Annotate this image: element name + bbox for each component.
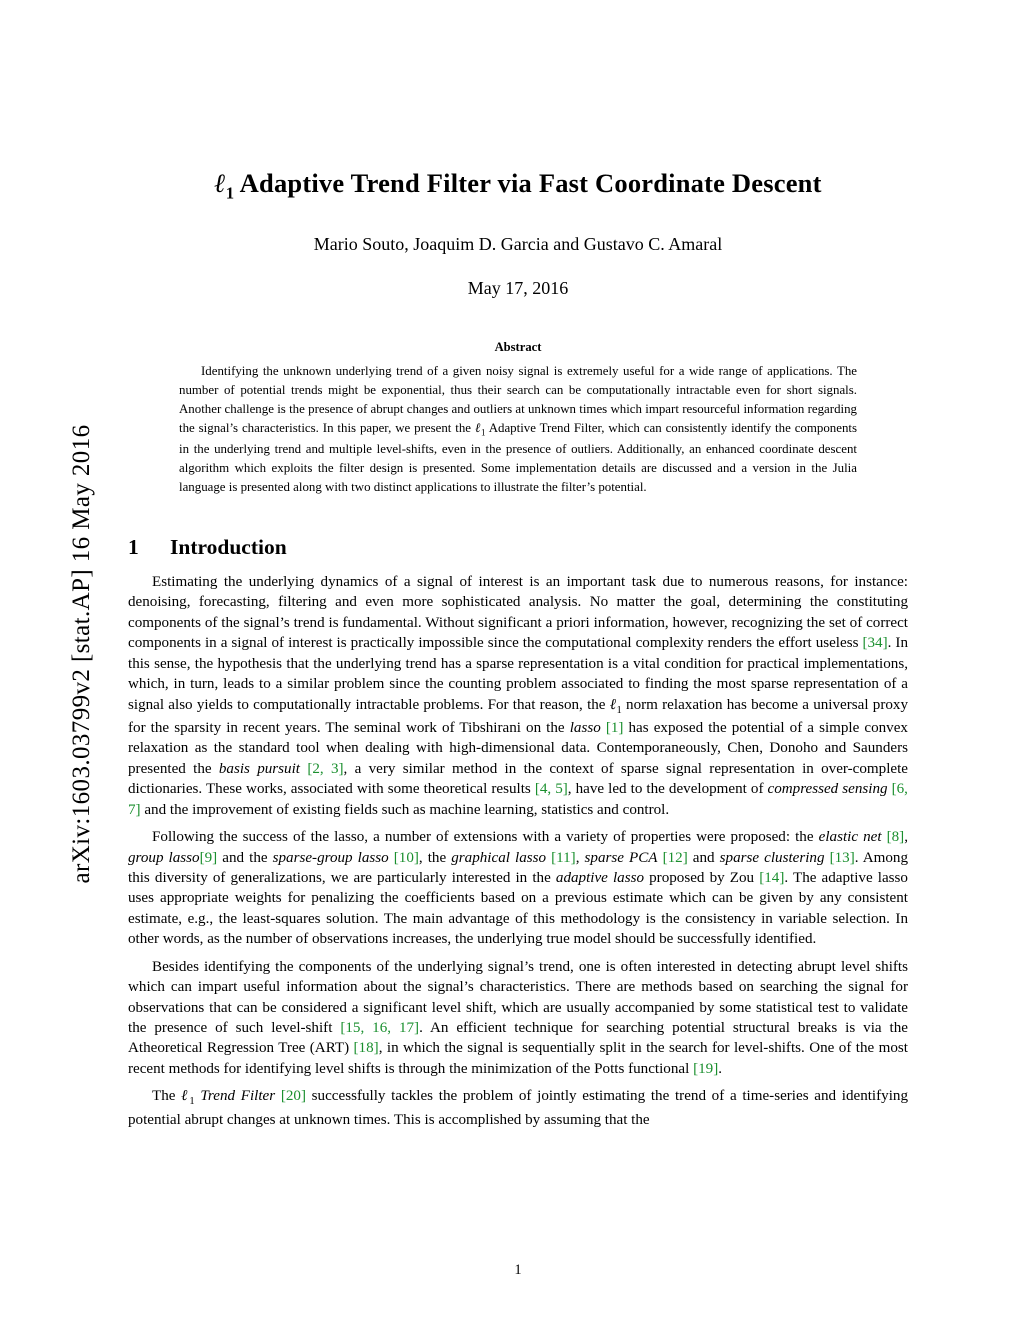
title-ell-symbol: ℓ [214,168,226,198]
citation-20[interactable]: [20] [280,1088,306,1105]
citation-1[interactable]: [1] [605,719,624,736]
page-number: 1 [514,1262,522,1278]
citation-12[interactable]: [12] [662,849,688,866]
citation-10[interactable]: [10] [393,849,419,866]
publication-date: May 17, 2016 [467,278,569,299]
title-subscript: 1 [225,183,235,203]
section-title: Introduction [170,534,287,559]
paragraph-2: Following the success of the lasso, a number of extensions with a variety of properties were proposed: the elastic net [8], group lasso[9] and the sparse-group lasso [10], the graphical lasso [11], sparse PCA [12] and sparse clustering [13]. Among this diversity of generalizations, we are particularly interested in the adaptive lasso proposed by Zou [14]. The adaptive lasso uses appropriate weights for penalizing the coefficients based on a previous estimate which can be given by any consistent estimate, e.g., the least-squares solution. The main advantage of this methodology is the consistency in variable selection. In other words, as the number of observations increases, the underlying true model should be successfully identified. [128,829,909,948]
paragraph-4: The ℓ$_1$ Trend Filter [20] successfully tackles the problem of jointly estimating the trend of a time-series and identifying potential abrupt changes at unknown times. This is accomplished by assuming that the [128,1088,908,1128]
citation-13[interactable]: [13] [829,849,855,866]
citation-19[interactable]: [19] [693,1060,719,1077]
section-heading-introduction [128,535,908,560]
citation-34[interactable]: [34] [862,635,888,652]
abstract-section [179,340,857,497]
section-number: 1 [128,534,139,559]
citation-9[interactable]: [9] [199,849,218,866]
abstract-heading: Abstract [494,340,542,355]
citation-14[interactable]: [14] [759,869,785,886]
citation-18[interactable]: [18] [353,1040,379,1057]
paper-page [128,0,908,1325]
title-rest: Adaptive Trend Filter via Fast Coordinate Descent [234,168,822,198]
citation-6-7[interactable]: [6, 7] [128,781,908,818]
arxiv-identifier-stamp: arXiv:1603.03799v2 [stat.AP] 16 May 2016 [68,424,95,884]
citation-8[interactable]: [8] [886,829,905,846]
page-title [128,0,908,203]
paragraph-3: Besides identifying the components of the underlying signal’s trend, one is often interested in detecting abrupt level shifts which can impart useful information about the signal’s characteristics. There are methods based on searching the signal for observations that can be considered a significant level shift, which are usually accompanied by some statistical test to validate the presence of such level-shift [15, 16, 17]. An efficient technique for searching potential structural breaks is via the Atheoretical Regression Tree (ART) [18], in which the signal is sequentially split in the search for level-shifts. One of the most recent methods for identifying level shifts is through the minimization of the Potts functional [19]. [128,958,909,1077]
citation-4-5[interactable]: [4, 5] [534,781,568,798]
citation-2-3[interactable]: [2, 3] [307,760,344,777]
citation-15-16-17[interactable]: [15, 16, 17] [340,1020,420,1037]
paragraph-1: Estimating the underlying dynamics of a signal of interest is an important task due to numerous reasons, for instance: denoising, forecasting, filtering and even more sophisticated analysis. No matter the goal, determining the constituting components of the signal’s trend is fundamental. Without significant a priori information, however, recognizing the set of correct components in a signal of interest is practically impossible since the computational complexity renders the effort useless [34]. In this sense, the hypothesis that the underlying trend has a sparse representation is a vital condition for practical implementations, which, in turn, leads to a similar problem since the counting problem associated to finding the most sparse representation of a signal also yields to computationally intractable problems. For that reason, the ℓ$_1$ norm relaxation has become a universal proxy for the sparsity in recent years. The seminal work of Tibshirani on the lasso [1] has exposed the potential of a simple convex relaxation as the standard tool when dealing with high-dimensional data. Contemporaneously, Chen, Donoho and Saunders presented the basis pursuit [2, 3], a very similar method in the context of sparse signal representation in over-complete dictionaries. These works, associated with some theoretical results [4, 5], have led to the development of compressed sensing [6, 7] and the improvement of existing fields such as machine learning, statistics and control. [128,573,908,818]
abstract-text: Identifying the unknown underlying trend of a given noisy signal is extremely useful for a wide range of applications. The number of potential trends might be exponential, thus their search can be computationally intractable even for short signals. Another challenge is the presence of abrupt changes and outliers at unknown times which impart resourceful information regarding the signal’s characteristics. In this paper, we present the ℓ$_1$ Adaptive Trend Filter, which can consistently identify the components in the underlying trend and multiple level-shifts, even in the presence of outliers. Additionally, an enhanced coordinate descent algorithm which exploits the filter design is presented. Some implementation details are discussed and a version in the Julia language is presented along with two distinct applications to illustrate the filter’s potential. [179,364,858,494]
author-list: Mario Souto, Joaquim D. Garcia and Gustavo C. Amaral [313,234,723,255]
citation-11[interactable]: [11] [551,849,576,866]
